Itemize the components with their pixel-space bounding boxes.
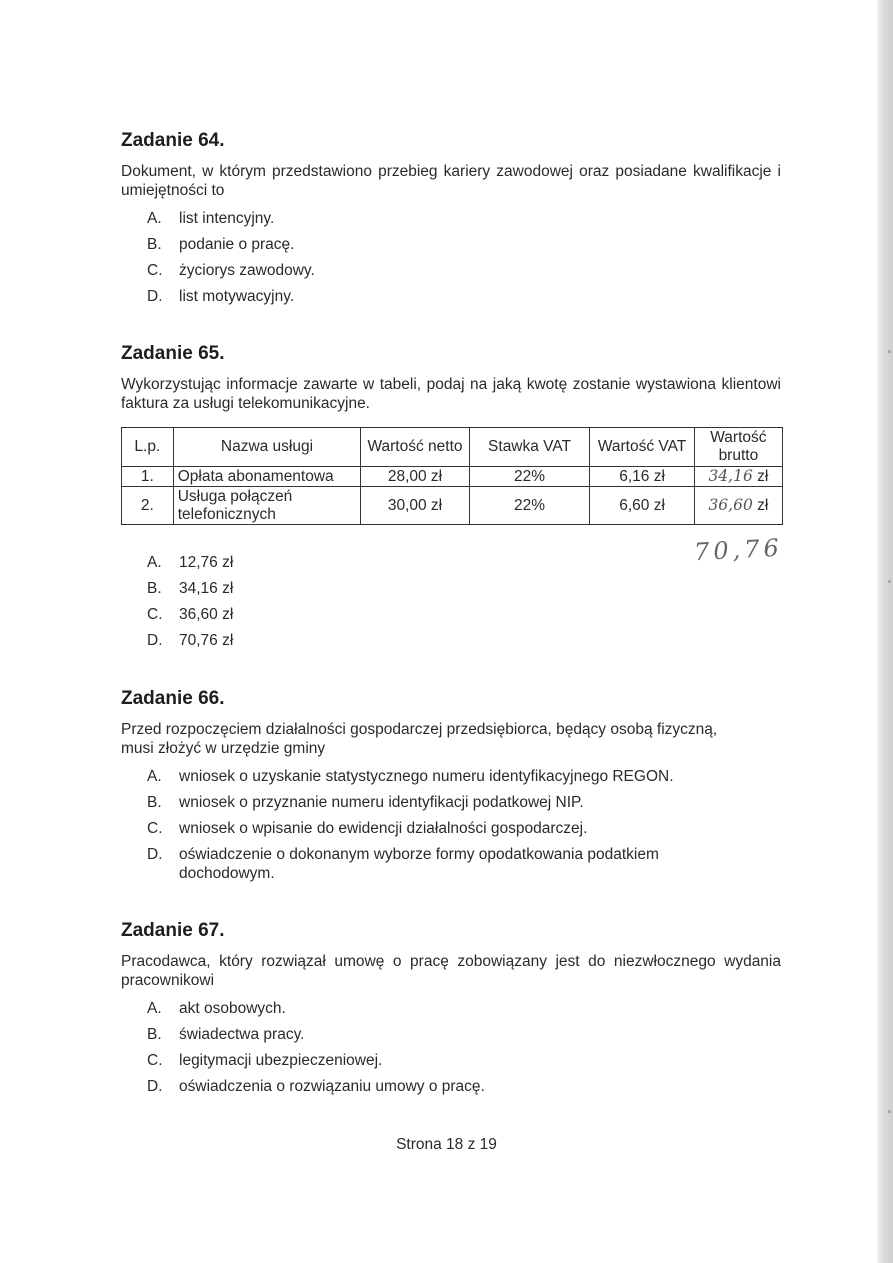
task-title: Zadanie 66.	[121, 688, 225, 709]
handwritten-value: 34,16	[708, 467, 753, 485]
answer-list	[121, 553, 781, 650]
answer-letter: C.	[147, 262, 163, 279]
answer-option-b[interactable]	[121, 235, 781, 254]
answer-letter: A.	[147, 210, 162, 227]
cell-netto: 30,00 zł	[361, 487, 469, 525]
answer-letter: C.	[147, 820, 163, 837]
cell-lp: 1.	[122, 467, 174, 487]
task-question: Przed rozpoczęciem działalności gospodarczej przedsiębiorca, będący osobą fizyczną, musi złożyć w urzędzie gminy	[121, 721, 718, 757]
cell-vat: 6,16 zł	[590, 467, 694, 487]
col-lp: L.p.	[122, 428, 174, 467]
task-title: Zadanie 64.	[121, 130, 225, 151]
answer-text: list intencyjny.	[179, 210, 275, 227]
answer-letter: B.	[147, 794, 162, 811]
answer-option-b[interactable]	[121, 579, 781, 598]
answer-letter: C.	[147, 1052, 163, 1069]
answer-text: oświadczenie o dokonanym wyborze formy opodatkowania podatkiem dochodowym.	[179, 846, 659, 882]
answer-list	[121, 209, 781, 306]
col-name: Nazwa usługi	[173, 428, 361, 467]
answer-text: wniosek o uzyskanie statystycznego numeru identyfikacyjnego REGON.	[179, 768, 674, 785]
task-question: Dokument, w którym przedstawiono przebieg kariery zawodowej oraz posiadane kwalifikacje i umiejętności to	[121, 163, 781, 199]
unit-label: zł	[757, 497, 769, 514]
cell-brutto	[694, 467, 782, 487]
answer-option-c[interactable]	[121, 1051, 781, 1070]
cell-vat: 6,60 zł	[590, 487, 694, 525]
answer-option-a[interactable]	[121, 999, 781, 1018]
answer-text: życiorys zawodowy.	[179, 262, 315, 279]
cell-rate: 22%	[469, 487, 590, 525]
answer-option-c[interactable]	[121, 261, 781, 280]
answer-option-d[interactable]	[121, 845, 739, 883]
answer-option-a[interactable]	[121, 767, 781, 786]
answer-text: świadectwa pracy.	[179, 1026, 305, 1043]
answer-list	[121, 767, 781, 883]
table-header-row	[122, 428, 783, 467]
answer-letter: D.	[147, 846, 163, 863]
cell-name: Opłata abonamentowa	[173, 467, 361, 487]
answer-text: list motywacyjny.	[179, 288, 295, 305]
answer-text: legitymacji ubezpieczeniowej.	[179, 1052, 383, 1069]
table-row	[122, 487, 783, 525]
answer-option-a[interactable]	[121, 553, 781, 572]
task-question: Pracodawca, który rozwiązał umowę o pracę zobowiązany jest do niezwłocznego wydania pracownikowi	[121, 953, 781, 989]
answer-option-a[interactable]	[121, 209, 781, 228]
answer-text: podanie o pracę.	[179, 236, 295, 253]
handwritten-value: 36,60	[708, 496, 753, 514]
col-rate: Stawka VAT	[469, 428, 590, 467]
scan-speck	[888, 350, 891, 353]
col-brutto: Wartość brutto	[694, 428, 782, 467]
scan-speck	[888, 580, 891, 583]
handwritten-total: 70,76	[693, 533, 784, 567]
answer-text: 70,76 zł	[179, 632, 234, 649]
page-number: Strona 18 z 19	[396, 1136, 497, 1153]
scan-page-edge	[877, 0, 893, 1263]
answer-option-d[interactable]	[121, 631, 781, 650]
answer-letter: B.	[147, 580, 162, 597]
answer-text: 34,16 zł	[179, 580, 234, 597]
answer-option-c[interactable]	[121, 819, 781, 838]
answer-letter: A.	[147, 768, 162, 785]
answer-letter: C.	[147, 606, 163, 623]
answer-letter: D.	[147, 1078, 163, 1095]
task-67	[121, 920, 781, 1103]
unit-label: zł	[757, 468, 769, 485]
answer-letter: D.	[147, 632, 163, 649]
task-64	[121, 130, 781, 313]
answer-option-b[interactable]	[121, 1025, 781, 1044]
answer-option-d[interactable]	[121, 287, 781, 306]
answer-option-d[interactable]	[121, 1077, 781, 1096]
cell-name: Usługa połączeń telefonicznych	[173, 487, 361, 525]
task-question: Wykorzystując informacje zawarte w tabeli, podaj na jaką kwotę zostanie wystawiona klientowi faktura za usługi telekomunikacyjne.	[121, 376, 781, 412]
answer-letter: A.	[147, 554, 162, 571]
cell-netto: 28,00 zł	[361, 467, 469, 487]
answer-text: oświadczenia o rozwiązaniu umowy o pracę.	[179, 1078, 485, 1095]
answer-letter: A.	[147, 1000, 162, 1017]
task-title: Zadanie 67.	[121, 920, 225, 941]
cell-lp: 2.	[122, 487, 174, 525]
answer-text: 36,60 zł	[179, 606, 234, 623]
task-66	[121, 688, 781, 890]
cell-brutto	[694, 487, 782, 525]
answer-text: wniosek o wpisanie do ewidencji działalności gospodarczej.	[179, 820, 588, 837]
answer-option-c[interactable]	[121, 605, 781, 624]
table-row	[122, 467, 783, 487]
answer-text: akt osobowych.	[179, 1000, 286, 1017]
answer-list	[121, 999, 781, 1096]
answer-letter: B.	[147, 1026, 162, 1043]
answer-letter: D.	[147, 288, 163, 305]
col-netto: Wartość netto	[361, 428, 469, 467]
vat-table	[121, 427, 783, 525]
col-vat: Wartość VAT	[590, 428, 694, 467]
cell-rate: 22%	[469, 467, 590, 487]
answer-text: 12,76 zł	[179, 554, 234, 571]
answer-letter: B.	[147, 236, 162, 253]
answer-text: wniosek o przyznanie numeru identyfikacji podatkowej NIP.	[179, 794, 584, 811]
task-title: Zadanie 65.	[121, 343, 225, 364]
answer-option-b[interactable]	[121, 793, 781, 812]
task-65	[121, 343, 784, 657]
scan-speck	[888, 1110, 891, 1113]
